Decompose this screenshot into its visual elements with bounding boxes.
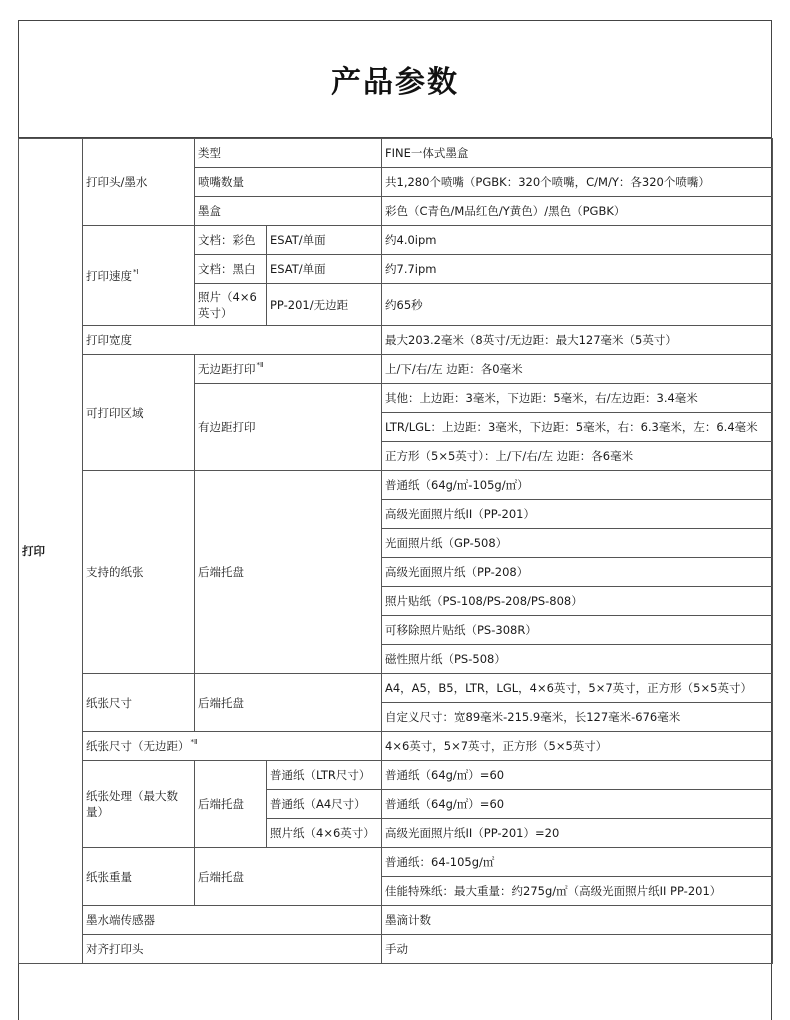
cell-value: 墨滴计数 <box>382 906 773 935</box>
cell-key <box>195 355 382 384</box>
group-label: 打印 <box>19 139 83 964</box>
table-row <box>19 226 773 255</box>
spec-table <box>18 138 773 964</box>
cell-key: 有边距打印 <box>195 384 382 471</box>
table-row <box>19 906 773 935</box>
cell-value: 普通纸：64-105g/㎡ <box>382 848 773 877</box>
table-row <box>19 848 773 877</box>
cell-value: 普通纸（64g/㎡）=60 <box>382 761 773 790</box>
row-label-alignment: 对齐打印头 <box>83 935 382 964</box>
table-row <box>19 732 773 761</box>
cell-value: 普通纸（64g/㎡-105g/㎡） <box>382 471 773 500</box>
row-label-weight: 纸张重量 <box>83 848 195 906</box>
cell-value: LTR/LGL：上边距：3毫米，下边距：5毫米，右：6.3毫米，左：6.4毫米 <box>382 413 773 442</box>
cell-source: 后端托盘 <box>195 674 382 732</box>
table-row <box>19 935 773 964</box>
footnote-mark: *Ⅱ <box>190 738 198 746</box>
table-row <box>19 761 773 790</box>
borderless-label: 无边距打印 <box>198 362 256 376</box>
cell-value: 约7.7ipm <box>382 255 773 284</box>
speed-label: 打印速度 <box>86 268 132 283</box>
cell-value: 可移除照片贴纸（PS-308R） <box>382 616 773 645</box>
cell-value: 照片贴纸（PS-108/PS-208/PS-808） <box>382 587 773 616</box>
cell-key: 类型 <box>195 139 382 168</box>
cell-value: 4×6英寸，5×7英寸，正方形（5×5英寸） <box>382 732 773 761</box>
cell-value: 光面照片纸（GP-508） <box>382 529 773 558</box>
cell-source: 后端托盘 <box>195 761 267 848</box>
table-row <box>19 326 773 355</box>
cell-value: 高级光面照片纸（PP-208） <box>382 558 773 587</box>
size-borderless-label: 纸张尺寸（无边距） <box>86 739 190 753</box>
cell-value: 共1,280个喷嘴（PGBK：320个喷嘴，C/M/Y：各320个喷嘴） <box>382 168 773 197</box>
cell-value: 最大203.2毫米（8英寸/无边距：最大127毫米（5英寸） <box>382 326 773 355</box>
row-label-width: 打印宽度 <box>83 326 382 355</box>
cell-value: 磁性照片纸（PS-508） <box>382 645 773 674</box>
cell-mode: PP-201/无边距 <box>267 284 382 326</box>
title-box <box>18 20 772 138</box>
row-label-head-ink: 打印头/墨水 <box>83 139 195 226</box>
cell-value: 约4.0ipm <box>382 226 773 255</box>
cell-type: 普通纸（LTR尺寸） <box>267 761 382 790</box>
cell-mode: ESAT/单面 <box>267 255 382 284</box>
cell-value: 普通纸（64g/㎡）=60 <box>382 790 773 819</box>
cell-type: 文档：黑白 <box>195 255 267 284</box>
row-label-speed <box>83 226 195 326</box>
cell-type: 照片纸（4×6英寸） <box>267 819 382 848</box>
cell-key: 墨盒 <box>195 197 382 226</box>
page-title: 产品参数 <box>331 64 459 100</box>
cell-mode: ESAT/单面 <box>267 226 382 255</box>
table-row <box>19 139 773 168</box>
cell-type: 照片（4×6英寸） <box>195 284 267 326</box>
cell-value: 佳能特殊纸：最大重量：约275g/㎡（高级光面照片纸II PP-201） <box>382 877 773 906</box>
cell-type: 普通纸（A4尺寸） <box>267 790 382 819</box>
cell-value: 彩色（C青色/M品红色/Y黄色）/黑色（PGBK） <box>382 197 773 226</box>
cell-type: 文档：彩色 <box>195 226 267 255</box>
cell-value: 高级光面照片纸II（PP-201） <box>382 500 773 529</box>
table-row <box>19 471 773 500</box>
cell-value: A4，A5，B5，LTR，LGL，4×6英寸，5×7英寸，正方形（5×5英寸） <box>382 674 773 703</box>
cell-source: 后端托盘 <box>195 471 382 674</box>
table-row <box>19 674 773 703</box>
footnote-mark: *Ⅱ <box>256 361 264 369</box>
cell-value: 正方形（5×5英寸）：上/下/右/左 边距：各6毫米 <box>382 442 773 471</box>
table-row <box>19 355 773 384</box>
row-label-ink-sensor: 墨水端传感器 <box>83 906 382 935</box>
cell-value: 自定义尺寸：宽89毫米-215.9毫米，长127毫米-676毫米 <box>382 703 773 732</box>
cell-key: 喷嘴数量 <box>195 168 382 197</box>
cell-value: 手动 <box>382 935 773 964</box>
cell-value: 高级光面照片纸II（PP-201）=20 <box>382 819 773 848</box>
row-label-area: 可打印区域 <box>83 355 195 471</box>
cell-value: 上/下/右/左 边距：各0毫米 <box>382 355 773 384</box>
row-label-size: 纸张尺寸 <box>83 674 195 732</box>
footnote-mark: *Ⅰ <box>133 267 139 276</box>
cell-value: 约65秒 <box>382 284 773 326</box>
row-label-size-borderless <box>83 732 382 761</box>
row-label-media: 支持的纸张 <box>83 471 195 674</box>
cell-value: 其他：上边距：3毫米，下边距：5毫米，右/左边距：3.4毫米 <box>382 384 773 413</box>
cell-value: FINE一体式墨盒 <box>382 139 773 168</box>
cell-source: 后端托盘 <box>195 848 382 906</box>
row-label-handling: 纸张处理（最大数量） <box>83 761 195 848</box>
